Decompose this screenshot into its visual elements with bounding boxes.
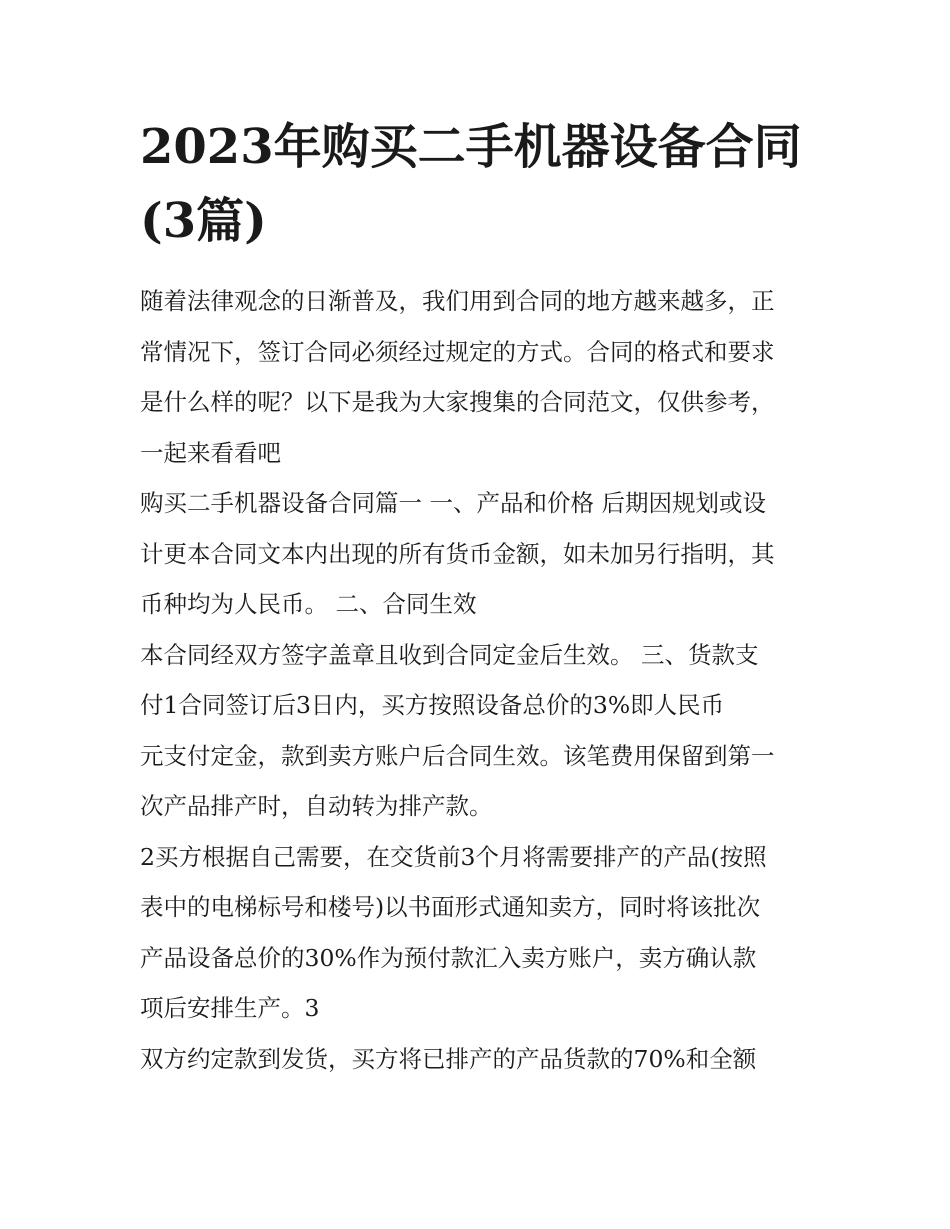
text-line: 元支付定金，款到卖方账户后合同生效。该笔费用保留到第一 (140, 741, 775, 770)
text-line: 项后安排生产。3 (140, 994, 320, 1022)
text-line: 一起来看看吧 (140, 438, 281, 467)
title-line-1: 2023年购买二手机器设备合同 (140, 119, 802, 175)
document-body (140, 276, 815, 1084)
document-page (140, 110, 815, 1084)
text-line: 计更本合同文本内出现的所有货币金额，如未加另行指明，其 (140, 539, 775, 568)
text-line: 本合同经双方签字盖章且收到合同定金后生效。 三、货款支 (140, 640, 759, 669)
text-line: 购买二手机器设备合同篇一 一、产品和价格 后期因规划或设 (140, 489, 766, 517)
text-line: 随着法律观念的日渐普及，我们用到合同的地方越来越多，正 (140, 287, 775, 315)
text-line: 双方约定款到发货，买方将已排产的产品货款的70%和全额 (140, 1044, 757, 1073)
text-line: 表中的电梯标号和楼号)以书面形式通知卖方，同时将该批次 (140, 893, 761, 921)
text-line: 产品设备总价的30%作为预付款汇入卖方账户，卖方确认款 (140, 943, 757, 972)
text-line: 2买方根据自己需要，在交货前3个月将需要排产的产品(按照 (140, 842, 767, 871)
text-line: 是什么样的呢？以下是我为大家搜集的合同范文，仅供参考， (140, 388, 775, 416)
title-line-2: (3篇) (140, 193, 267, 249)
document-title (140, 110, 815, 258)
text-line: 币种均为人民币。 二、合同生效 (140, 590, 477, 618)
text-line: 次产品排产时，自动转为排产款。 (140, 792, 493, 820)
text-line: 常情况下，签订合同必须经过规定的方式。合同的格式和要求 (140, 337, 775, 366)
text-line: 付1合同签订后3日内，买方按照设备总价的3%即人民币 (140, 691, 725, 719)
